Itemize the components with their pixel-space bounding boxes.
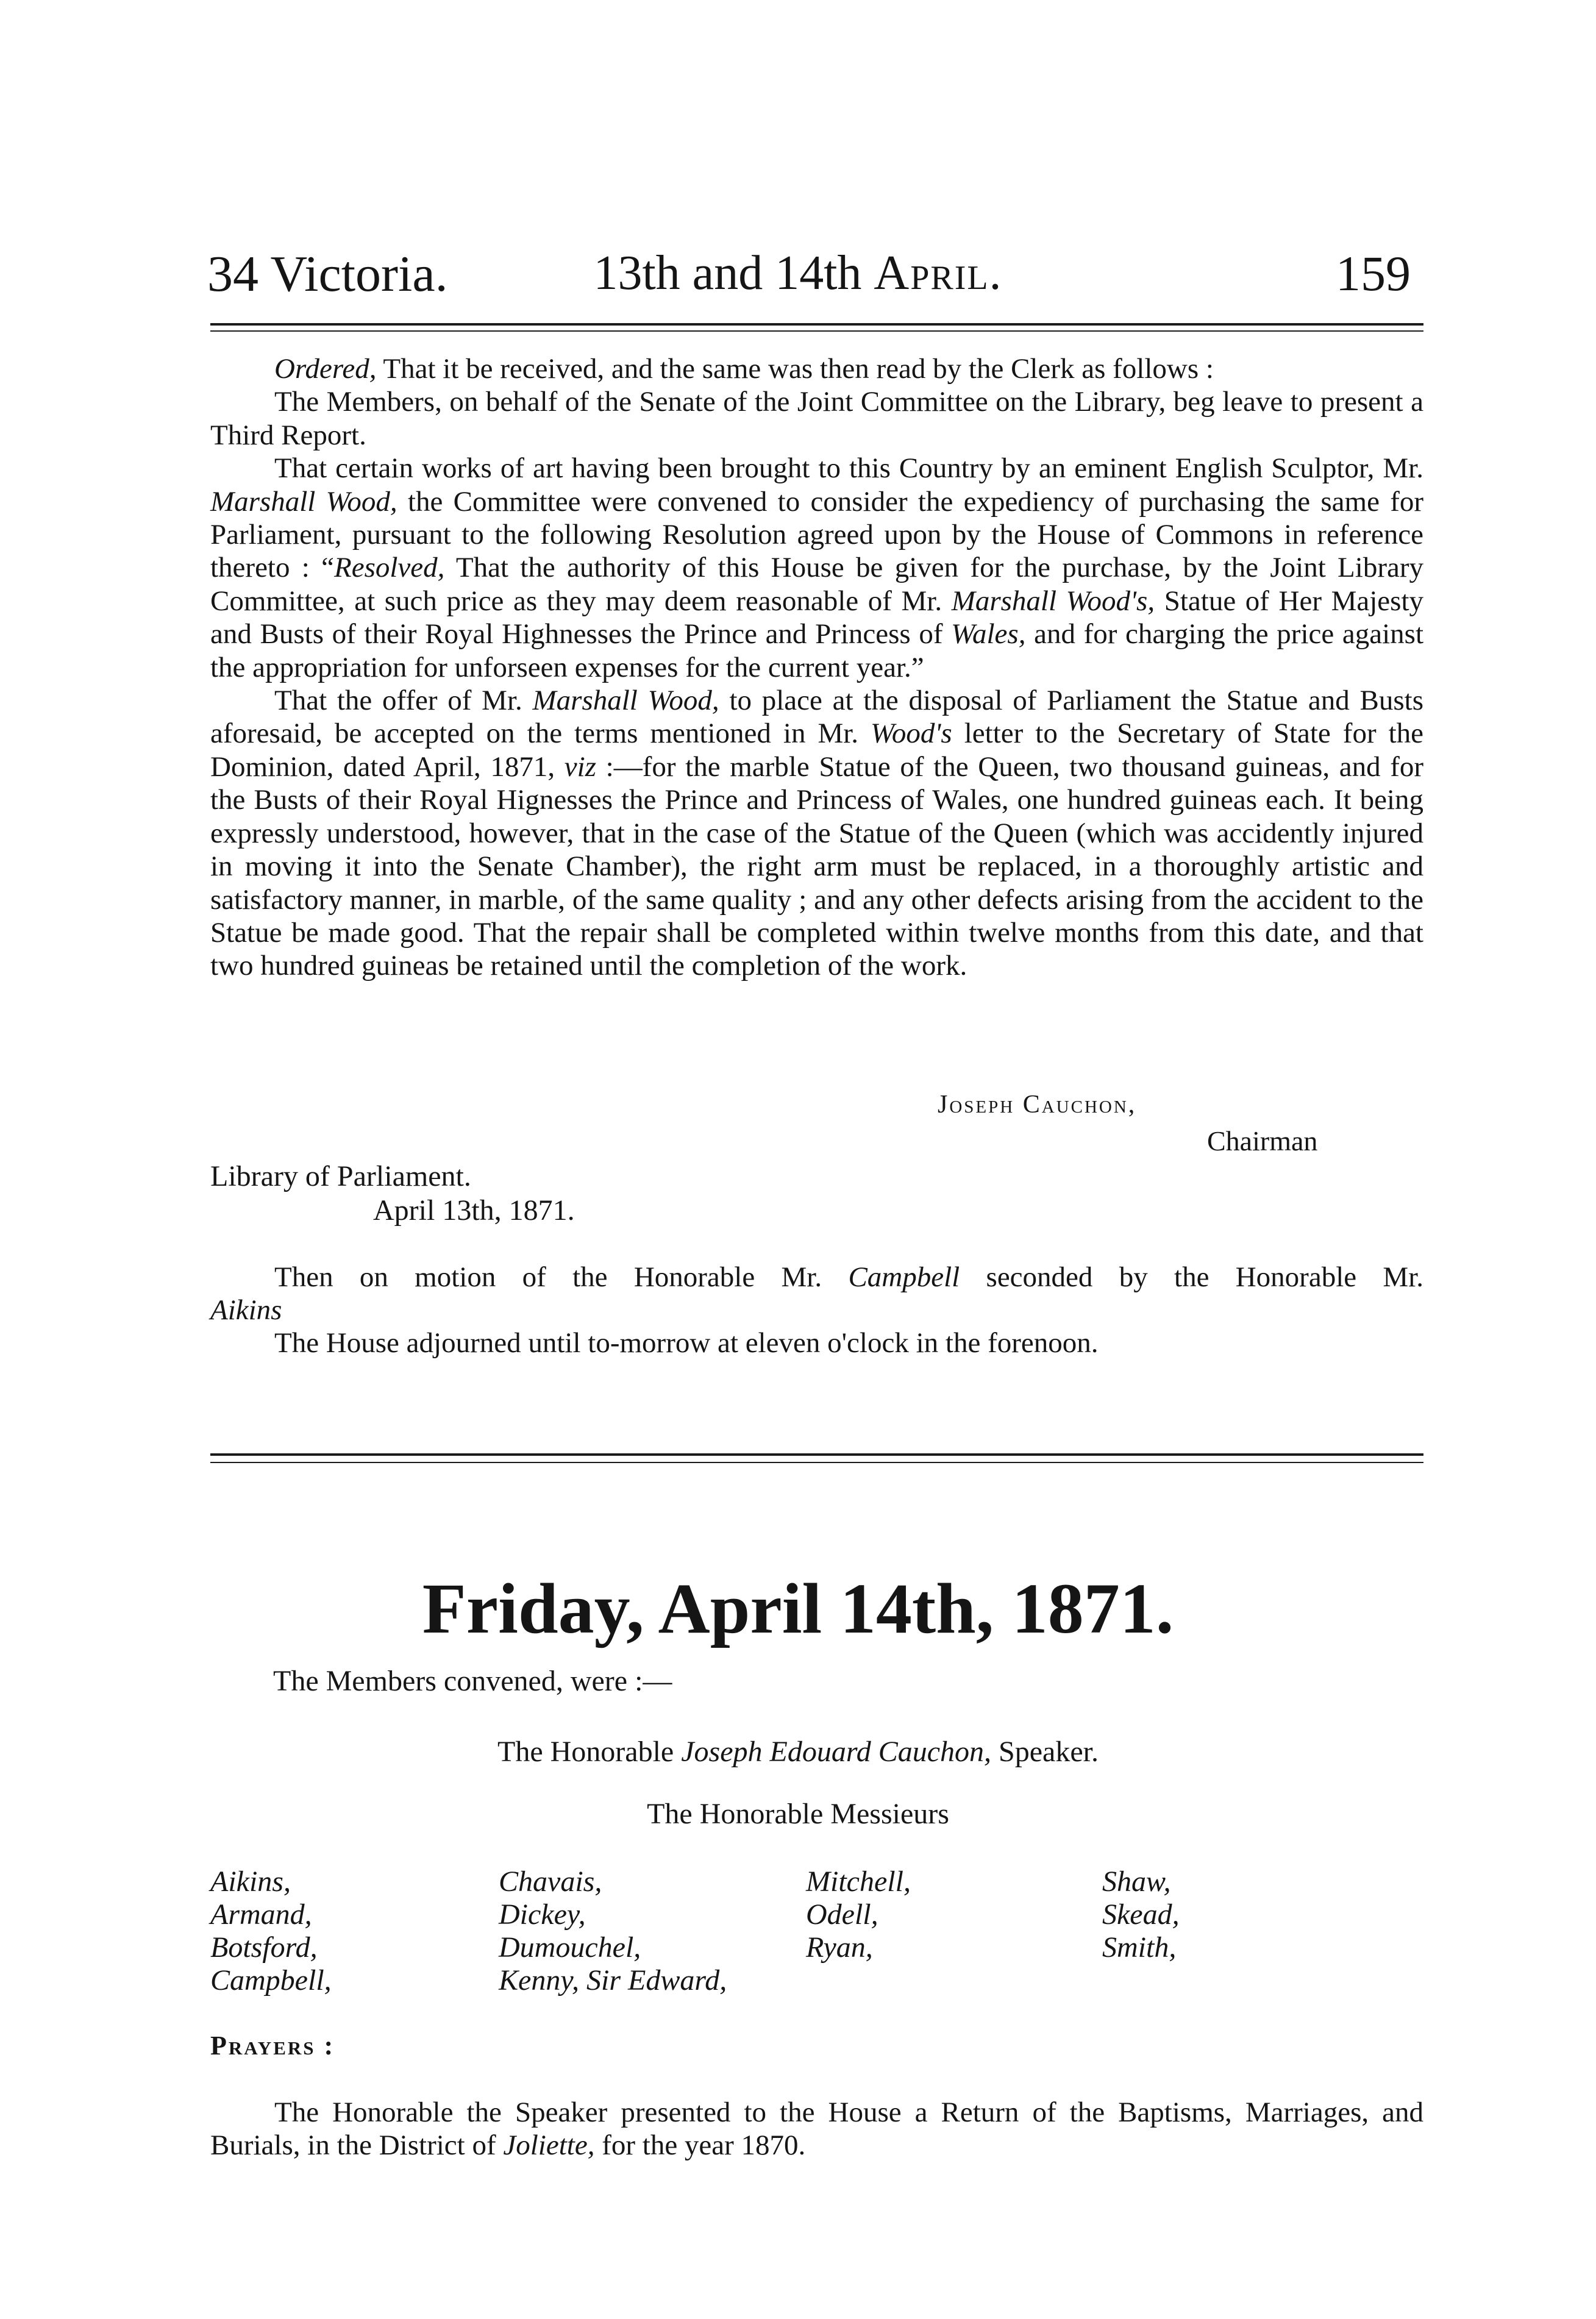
members-column-2: [499, 1865, 727, 1997]
report-date: April 13th, 1871.: [373, 1194, 575, 1227]
header-rule-top: [210, 323, 1423, 326]
adjourn-line: The House adjourned until to-morrow at eleven o'clock in the forenoon.: [274, 1327, 1099, 1359]
page-number: 159: [1336, 246, 1411, 301]
member-name: Skead,: [1102, 1898, 1180, 1931]
report-body: [210, 352, 1423, 983]
p2-text-c: That the authority of this House be given for the purchase, by the Joint Library Committee, at such price as they may deem reasonable of Mr.: [210, 552, 1423, 617]
report-place: Library of Parliament.: [210, 1160, 471, 1192]
signatory-title: Chairman: [1207, 1125, 1318, 1156]
p2-name-2: Marshall Wood's,: [951, 585, 1155, 617]
speaker-line: [0, 1735, 1596, 1769]
header-rule-bottom: [210, 330, 1423, 332]
ordered-paragraph: [210, 352, 1423, 385]
member-name: Smith,: [1102, 1931, 1177, 1964]
messieurs-heading: The Honorable Messieurs: [647, 1798, 949, 1830]
ordered-word: Ordered,: [274, 353, 377, 385]
members-convened: The Members convened, were :—: [273, 1665, 672, 1697]
p3-text-b: to place at the disposal of Parliament the Statue and Busts aforesaid, be accepted on the terms mentioned in Mr.: [210, 685, 1423, 750]
prayers-heading: Prayers :: [210, 2031, 335, 2061]
running-head-session: 34 Victoria.: [207, 246, 448, 302]
return-presented: [210, 2096, 1423, 2162]
members-column-4: [1102, 1865, 1180, 1964]
member-name: Botsford,: [210, 1931, 318, 1964]
motion-text-a: Then on motion of the Honorable Mr.: [274, 1261, 822, 1293]
members-column-1: [210, 1865, 332, 1997]
return-text-b: for the year 1870.: [602, 2129, 806, 2161]
member-name: Mitchell,: [806, 1865, 911, 1898]
p2-text-e: and for charging the price against the appropriation for unforseen expenses for the current year.”: [210, 618, 1423, 683]
p3-name-1: Marshall Wood,: [532, 685, 719, 717]
report-paragraph-2: [210, 452, 1423, 684]
p3-text-d: :—for the marble Statue of the Queen, two thousand guineas, and for the Busts of their Royal Hignesses the Prince and Princess of Wales, one hundred guineas each. It being expressly understood, however, that in the case of the Statue of the Queen (which was accidently injured in moving it into the Senate Chamber), the right arm must be replaced, in a thoroughly artistic and satisfactory manner, in marble, of the same quality ; and any other defects arising from the accident to the Statue be made good. That the repair shall be completed within twelve months from this date, and that two hundred guineas be retained until the completion of the work.: [210, 750, 1424, 982]
report-paragraph-1: The Members, on behalf of the Senate of the Joint Committee on the Library, beg leave to present a Third Report.: [210, 386, 1423, 451]
signatory-name: Joseph Cauchon,: [938, 1091, 1137, 1119]
report-paragraph-3: [210, 684, 1423, 983]
section-rule-bottom: [210, 1462, 1423, 1463]
member-name: Kenny, Sir Edward,: [499, 1964, 727, 1997]
motion-line: [210, 1261, 1423, 1294]
return-district: Joliette,: [503, 2129, 595, 2161]
p3-text-a: That the offer of Mr.: [274, 685, 522, 717]
p2-resolved: Resolved,: [334, 552, 445, 584]
speaker-suffix: Speaker.: [999, 1736, 1099, 1768]
return-text-a: The Honorable the Speaker presented to the House a Return of the Baptisms, Marriages, and Burials, in the District of: [210, 2096, 1423, 2161]
member-name: Odell,: [806, 1898, 878, 1931]
p2-text-d: Statue of Her Majesty and Busts of their Royal Highnesses the Prince and Princess of: [210, 585, 1424, 650]
p3-text-c: letter to the Secretary of State for the Dominion, dated April, 1871,: [210, 718, 1424, 783]
member-name: Shaw,: [1102, 1865, 1171, 1898]
p2-text-a: That certain works of art having been brought to this Country by an eminent English Sculptor, Mr.: [274, 452, 1423, 485]
p2-text-b: the Committee were convened to consider the expediency of purchasing the same for Parliament, pursuant to the following Resolution agreed upon by the House of Commons in reference thereto : “: [210, 485, 1424, 584]
member-name: Aikins,: [210, 1865, 291, 1898]
speaker-name: Joseph Edouard Cauchon,: [681, 1736, 992, 1768]
running-head-days: 13th and 14th: [593, 246, 862, 300]
ordered-text: That it be received, and the same was then read by the Clerk as follows :: [383, 353, 1214, 385]
member-name: Dickey,: [499, 1898, 586, 1931]
members-column-3: [806, 1865, 911, 1964]
p2-name-1: Marshall Wood,: [210, 485, 397, 518]
motion-mover: Campbell: [848, 1261, 960, 1293]
speaker-prefix: The Honorable: [497, 1736, 674, 1768]
section-rule-top: [210, 1453, 1423, 1456]
sitting-date-heading: Friday, April 14th, 1871.: [422, 1569, 1174, 1648]
member-name: Armand,: [210, 1898, 312, 1931]
running-head-month: April.: [874, 246, 1003, 300]
motion-text-b: seconded by the Honorable Mr.: [986, 1261, 1424, 1293]
p3-viz: viz: [564, 750, 597, 783]
adjournment-motion: [210, 1261, 1423, 1359]
member-name: Chavais,: [499, 1865, 602, 1898]
member-name: Campbell,: [210, 1964, 332, 1997]
motion-seconder: Aikins: [210, 1294, 282, 1326]
return-paragraph: [210, 2096, 1423, 2162]
member-name: Dumouchel,: [499, 1931, 641, 1964]
p3-name-2: Wood's: [871, 718, 952, 750]
p2-wales: Wales,: [951, 618, 1026, 650]
motion-seconder-line: [210, 1294, 1423, 1327]
member-name: Ryan,: [806, 1931, 873, 1964]
